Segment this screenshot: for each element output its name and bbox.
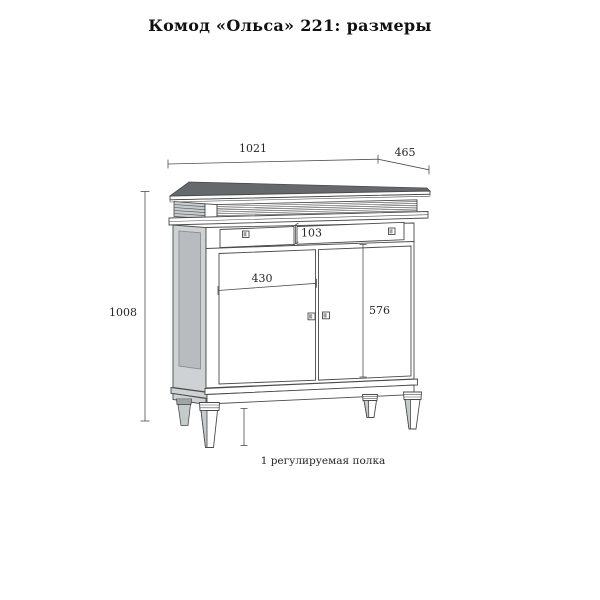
page-title: Комод «Ольса» 221: размеры xyxy=(148,16,432,35)
side-recessed-panel xyxy=(179,231,201,369)
dimension-overall-height xyxy=(109,192,150,422)
label-drawer-height: 103 xyxy=(301,226,322,240)
label-overall-depth: 465 xyxy=(394,146,416,159)
side-panel xyxy=(171,225,208,405)
dimension-overall-width xyxy=(168,142,378,169)
left-door xyxy=(219,250,316,384)
back-right-leg xyxy=(363,395,378,418)
right-drawer-knob xyxy=(389,228,396,235)
right-door-knob xyxy=(323,312,330,319)
label-overall-height: 1008 xyxy=(109,306,137,319)
crown-molding xyxy=(169,200,428,225)
left-drawer-knob xyxy=(243,231,250,238)
shelf-note: 1 регулируемая полка xyxy=(260,455,386,467)
front-right-leg xyxy=(404,392,422,429)
left-drawer-front xyxy=(220,227,294,248)
label-door-width: 430 xyxy=(251,272,273,285)
top-board xyxy=(170,182,430,202)
front-left-leg xyxy=(200,403,220,448)
back-left-leg xyxy=(177,399,192,426)
dimension-leg-height xyxy=(241,409,248,446)
label-door-height: 576 xyxy=(369,304,390,317)
commode-drawing xyxy=(169,182,430,448)
label-overall-width: 1021 xyxy=(239,142,267,155)
right-door xyxy=(319,246,412,380)
dimension-overall-depth xyxy=(378,146,429,174)
left-door-knob xyxy=(308,313,315,320)
